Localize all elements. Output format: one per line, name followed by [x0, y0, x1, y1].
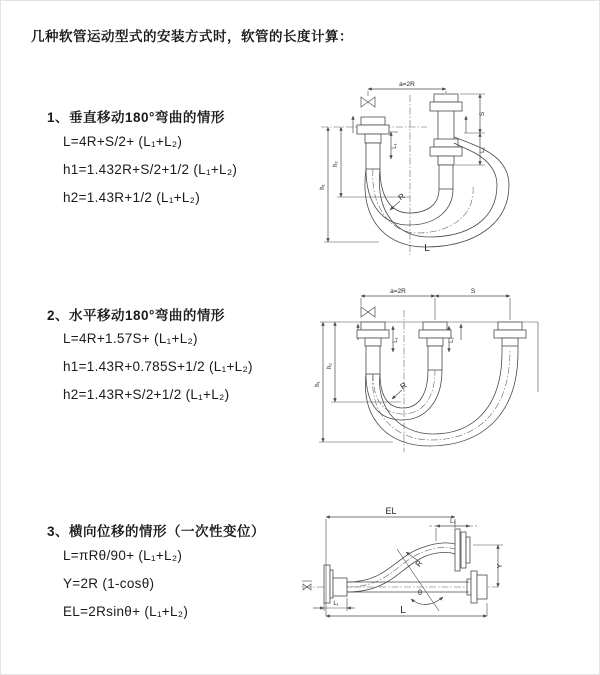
braided-section: [366, 143, 380, 169]
dimension-lines: [324, 89, 485, 242]
formula-line: EL=2Rsinθ+ (L₁+L₂): [63, 604, 189, 619]
dim-label-span: a=2R: [390, 288, 406, 295]
dim-label-l2: L₂: [449, 337, 455, 343]
angle-label: θ: [417, 588, 423, 597]
formula-line: L=4R+S/2+ (L₁+L₂): [63, 134, 183, 149]
dim-label-h1: h₁: [320, 184, 326, 190]
braided-section: [366, 346, 380, 374]
hose-connectors: [357, 322, 526, 374]
dimension-lines: [319, 296, 510, 442]
section-heading: 3、横向位移的情形（一次性变位）: [47, 524, 266, 539]
dim-label-l2: L₂: [480, 147, 486, 153]
dimension-labels: [333, 506, 504, 616]
section-heading: 2、水平移动180°弯曲的情形: [47, 308, 225, 323]
dim-label-y: Y: [497, 563, 504, 569]
formula-line: h1=1.432R+S/2+1/2 (L₁+L₂): [63, 162, 238, 177]
diagram-horizontal-180-bend: [313, 282, 573, 457]
dim-label-el: EL: [385, 506, 397, 516]
length-label: L: [400, 605, 406, 616]
dim-label-h2: h₂: [333, 161, 339, 167]
valve-bowtie-icon: [361, 97, 375, 107]
angle-construction-line: [397, 549, 439, 611]
dim-label-span: a=2R: [399, 81, 415, 88]
dim-label-s: S: [479, 111, 486, 117]
braided-section: [439, 165, 453, 189]
dim-label-l2: L₂: [450, 519, 456, 525]
dimension-labels: [315, 288, 476, 391]
formula-line: h2=1.43R+1/2 (L₁+L₂): [63, 190, 201, 205]
dim-label-l1: L₁: [393, 337, 399, 343]
formula-line: L=4R+1.57S+ (L₁+L₂): [63, 331, 198, 346]
formula-line: Y=2R (1-cosθ): [63, 576, 155, 591]
radius-label: R: [396, 191, 407, 203]
section-heading: 1、垂直移动180°弯曲的情形: [47, 110, 225, 125]
dim-label-s: S: [470, 288, 476, 295]
braided-section: [428, 346, 442, 370]
hose-curves: [347, 543, 469, 592]
angle-arc: [411, 597, 443, 605]
length-label: L: [424, 243, 430, 254]
radius-leader: [392, 390, 402, 399]
dim-label-h2: h₂: [327, 363, 333, 369]
dim-label-l1: L₁: [333, 601, 339, 607]
dim-label-l1: L₁: [392, 143, 398, 149]
radius-label: R: [398, 380, 409, 392]
formula-line: L=πRθ/90+ (L₁+L₂): [63, 548, 183, 563]
page-title: 几种软管运动型式的安装方式时，软管的长度计算：: [31, 29, 353, 44]
diagram-lateral-displacement: [299, 499, 539, 649]
valve-bowtie-icon: [361, 307, 375, 317]
diagram-vertical-180-bend: [313, 77, 568, 262]
formula-line: h2=1.43R+S/2+1/2 (L₁+L₂): [63, 387, 230, 402]
radius-leader: [406, 552, 417, 560]
dim-label-h1: h₁: [315, 381, 321, 387]
formula-line: h1=1.43R+0.785S+1/2 (L₁+L₂): [63, 359, 253, 374]
radius-label: R: [413, 558, 425, 569]
